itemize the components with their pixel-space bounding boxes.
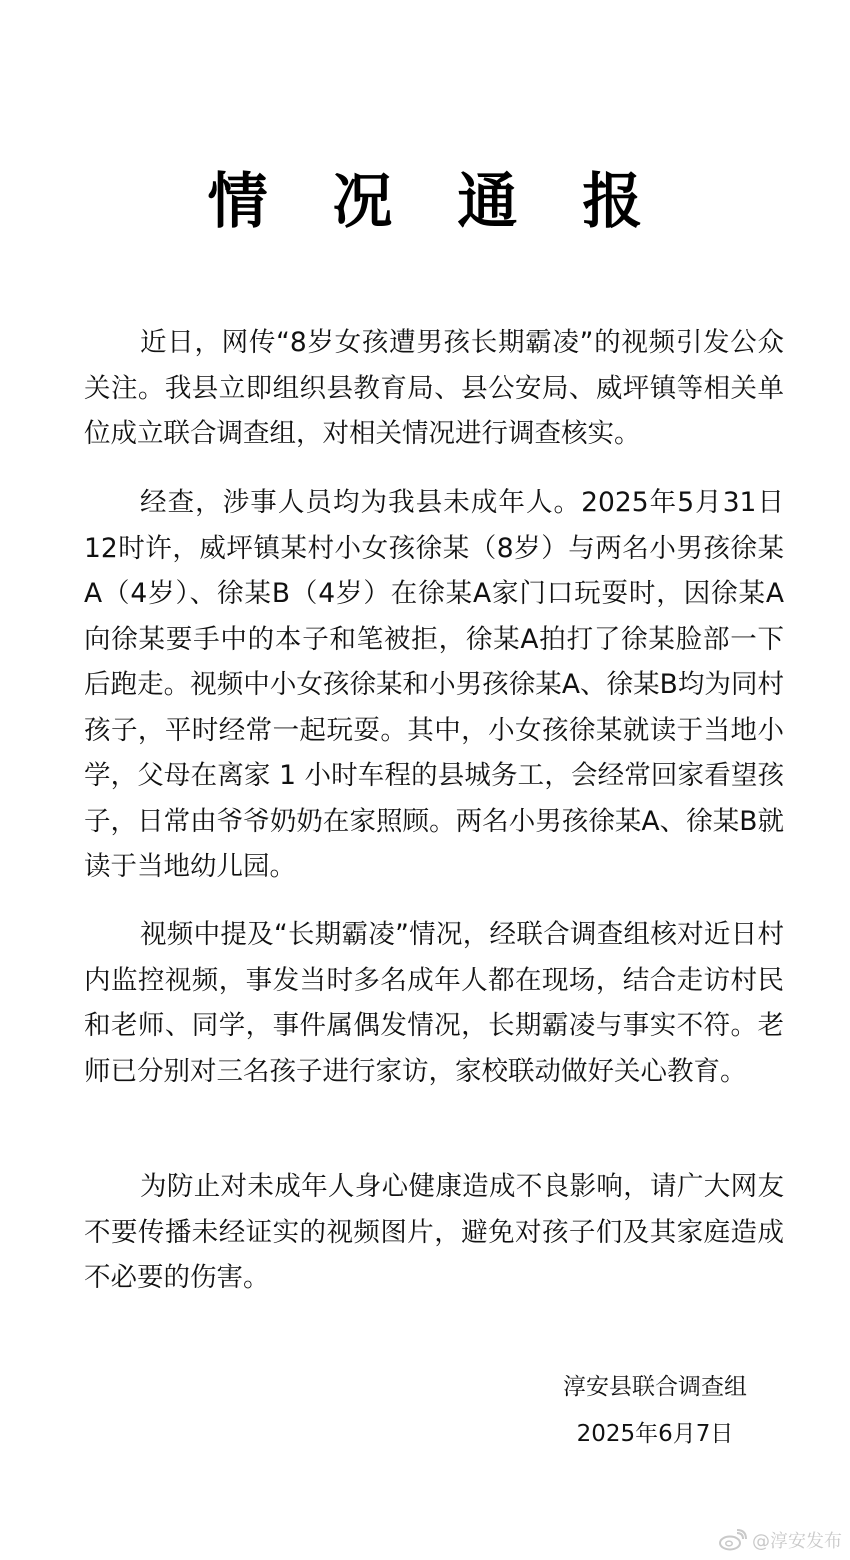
paragraph-3: 视频中提及“长期霸凌”情况，经联合调查组核对近日村内监控视频，事发当时多名成年人都在现场，结合走访村民和老师、同学，事件属偶发情况，长期霸凌与事实不符。老师已分别对三名孩子进行家访，家校联动做好关心教育。 [84,919,784,1087]
watermark [718,1526,842,1554]
watermark-text: @淳安发布 [752,1531,842,1552]
paragraph-1: 近日，网传“8岁女孩遭男孩长期霸凌”的视频引发公众关注。我县立即组织县教育局、县公安局、威坪镇等相关单位成立联合调查组，对相关情况进行调查核实。 [84,327,784,449]
page-title: 情 况 通 报 [207,167,665,237]
paragraph-4: 为防止对未成年人身心健康造成不良影响，请广大网友不要传播未经证实的视频图片，避免对孩子们及其家庭造成不必要的伤害。 [84,1171,784,1293]
signature-organization: 淳安县联合调查组 [563,1374,747,1400]
signature-date: 2025年6月7日 [576,1421,734,1447]
weibo-icon [718,1529,748,1551]
paragraph-2: 经查，涉事人员均为我县未成年人。2025年5月31日12时许，威坪镇某村小女孩徐某（8岁）与两名小男孩徐某A（4岁）、徐某B（4岁）在徐某A家门口玩耍时，因徐某A向徐某要手中的本子和笔被拒，徐某A拍打了徐某脸部一下后跑走。视频中小女孩徐某和小男孩徐某A、徐某B均为同村孩子，平时经常一起玩耍。其中，小女孩徐某就读于当地小学，父母在离家 1 小时车程的县城务工，会经常回家看望孩子，日常由爷爷奶奶在家照顾。两名小男孩徐某A、徐某B就读于当地幼儿园。 [84,487,784,882]
